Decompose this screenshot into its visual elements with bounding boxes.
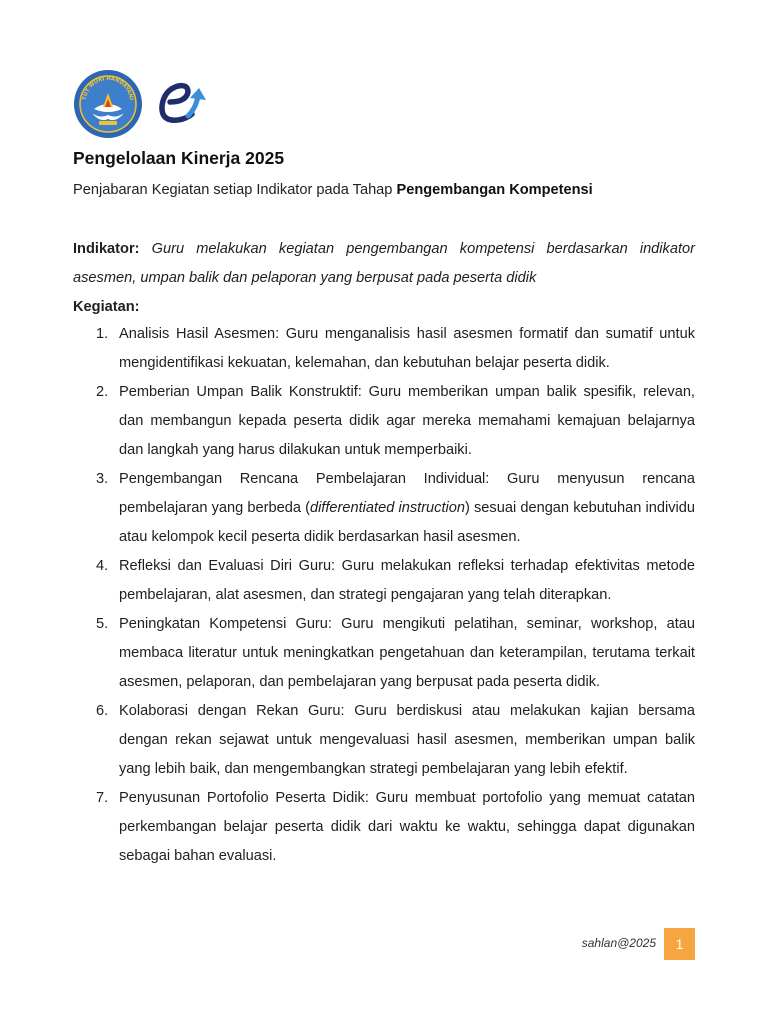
subtitle-stage: Pengembangan Kompetensi (396, 182, 593, 198)
list-item-number: 3. (96, 471, 109, 487)
tut-wuri-handayani-emblem-icon (72, 69, 144, 139)
list-item-text: Refleksi dan Evaluasi Diri Guru: Guru melakukan refleksi terhadap efektivitas metode pembelajaran, alat asesmen, dan strategi pengajaran yang telah diterapkan. (119, 558, 695, 603)
header-logos (72, 68, 212, 140)
subtitle-prefix: Penjabaran Kegiatan setiap Indikator pada Tahap (73, 182, 397, 198)
list-item (73, 697, 695, 784)
list-item (73, 378, 695, 465)
page-title: Pengelolaan Kinerja 2025 (73, 148, 285, 168)
emblem-motto: TUT WURI HANDAYANI (82, 75, 134, 101)
e-kinerja-logo-icon (152, 72, 212, 132)
list-item-text: Pemberian Umpan Balik Konstruktif: Guru memberikan umpan balik spesifik, relevan, dan membangun kepada peserta didik agar mereka memahami kemajuan belajarnya dan langkah yang harus dilakukan untuk memperbaiki. (119, 384, 695, 458)
list-item (73, 465, 695, 552)
indikator-text: Guru melakukan kegiatan pengembangan kompetensi berdasarkan indikator asesmen, umpan balik dan pelaporan yang berpusat pada peserta didik (73, 241, 695, 286)
list-item-number: 1. (96, 326, 109, 342)
kegiatan-heading: Kegiatan: (73, 299, 140, 315)
list-item-number: 5. (96, 616, 109, 632)
list-item-emphasis: differentiated instruction (309, 500, 465, 516)
list-item-text (119, 471, 695, 545)
list-item-text: Penyusunan Portofolio Peserta Didik: Guru membuat portofolio yang memuat catatan perkembangan belajar peserta didik dari waktu ke waktu, sehingga dapat digunakan sebagai bahan evaluasi. (119, 790, 695, 864)
list-item (73, 552, 695, 610)
list-item-number: 7. (96, 790, 109, 806)
list-item-text-part: ) sesuai dengan kebutuhan individu atau kelompok kecil peserta didik berdasarkan hasil asesmen. (119, 500, 695, 545)
kegiatan-list (73, 320, 695, 871)
list-item-text-part: Pengembangan Rencana Pembelajaran Individual: Guru menyusun rencana pembelajaran yang berbeda ( (119, 471, 695, 516)
list-item (73, 610, 695, 697)
footer-author: sahlan@2025 (581, 936, 656, 950)
list-item-text: Kolaborasi dengan Rekan Guru: Guru berdiskusi atau melakukan kajian bersama dengan rekan sejawat untuk mengevaluasi hasil asesmen, memberikan umpan balik yang lebih baik, dan mengembangkan strategi pembelajaran yang lebih efektif. (119, 703, 695, 777)
page-subtitle (73, 182, 593, 198)
list-item-text: Peningkatan Kompetensi Guru: Guru mengikuti pelatihan, seminar, workshop, atau membaca literatur untuk meningkatkan pengetahuan dan keterampilan, terutama terkait asesmen, pelaporan, dan pembelajaran yang berpusat pada peserta didik. (119, 616, 695, 690)
list-item-text: Analisis Hasil Asesmen: Guru menganalisis hasil asesmen formatif dan sumatif untuk mengidentifikasi kekuatan, kelemahan, dan kebutuhan belajar peserta didik. (119, 326, 695, 371)
list-item-number: 4. (96, 558, 109, 574)
page-number-badge: 1 (664, 928, 695, 960)
document-body (73, 235, 695, 871)
indikator-label: Indikator: (73, 241, 140, 257)
list-item (73, 784, 695, 871)
list-item-number: 6. (96, 703, 109, 719)
list-item-number: 2. (96, 384, 109, 400)
list-item (73, 320, 695, 378)
indikator-paragraph (73, 235, 695, 293)
